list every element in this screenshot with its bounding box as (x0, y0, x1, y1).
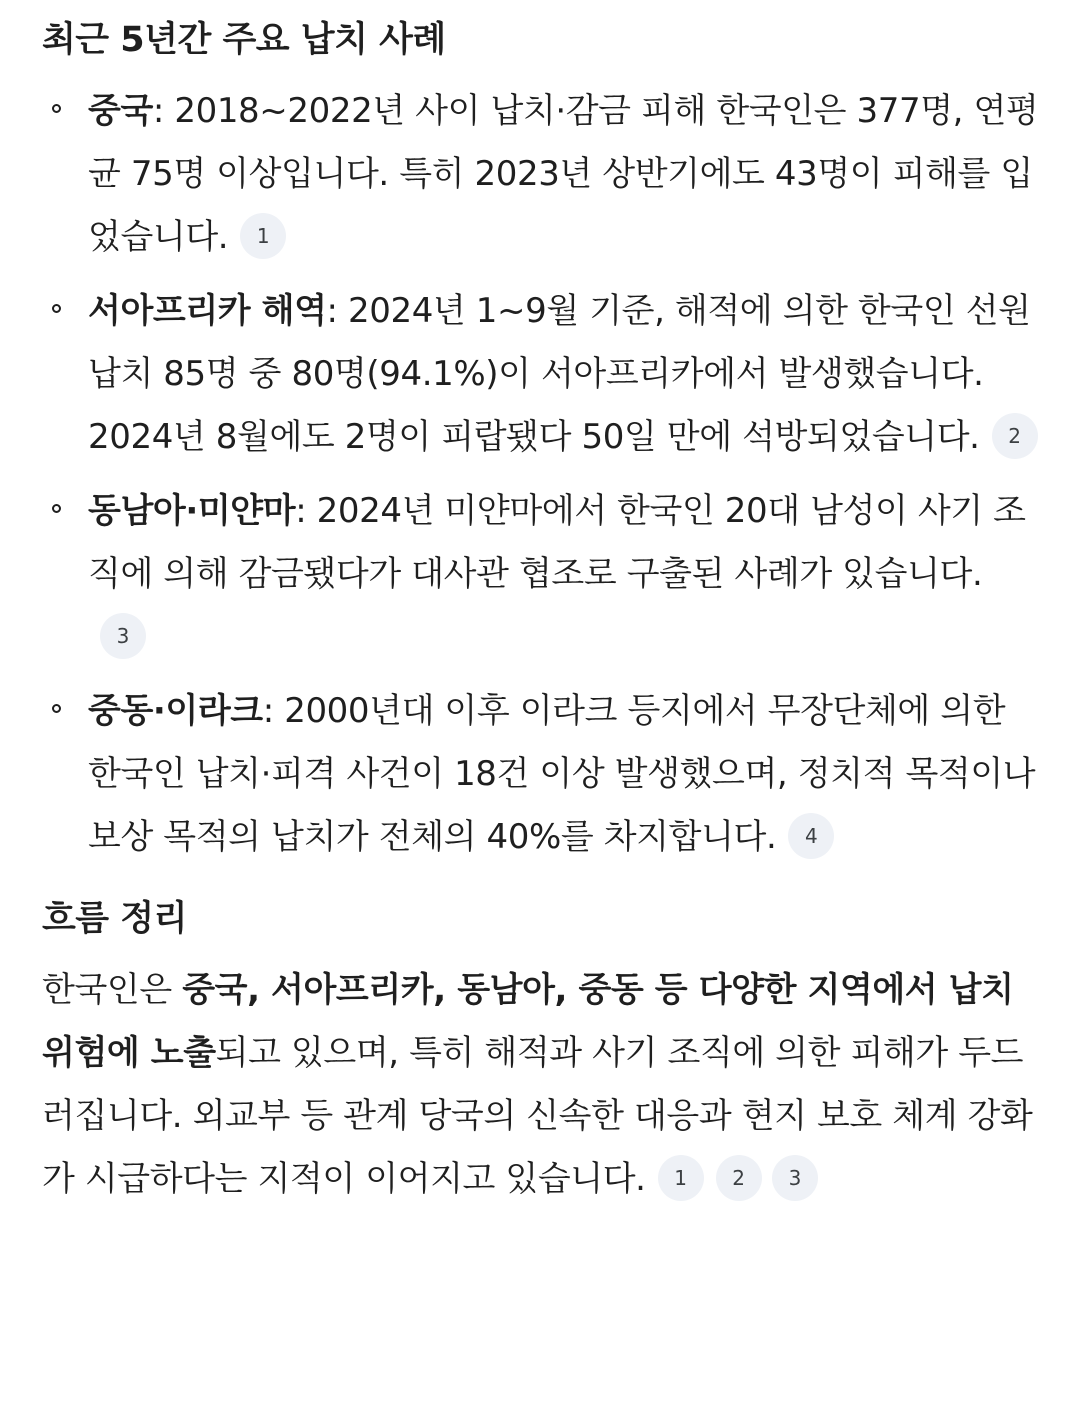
case-text: : 2024년 미얀마에서 한국인 20대 남성이 사기 조직에 의해 감금됐다가 대사관 협조로 구출된 사례가 있습니다. (88, 491, 1026, 594)
case-label: 중국 (88, 91, 153, 131)
bullet-circle-icon (52, 104, 61, 113)
case-item-middle-east (42, 680, 1039, 869)
bullet-circle-icon (52, 504, 61, 513)
summary-text-after: 되고 있으며, 특히 해적과 사기 조직에 의한 피해가 두드러집니다. 외교부 등 관계 당국의 신속한 대응과 현지 보호 체계 강화가 시급하다는 지적이 이어지고 있습니다. (42, 1033, 1033, 1199)
case-label: 동남아·미얀마 (88, 491, 296, 531)
citation-chip[interactable]: 2 (992, 413, 1038, 459)
case-text: : 2000년대 이후 이라크 등지에서 무장단체에 의한 한국인 납치·피격 사건이 18건 이상 발생했으며, 정치적 목적이나 보상 목적의 납치가 전체의 40%를 차지합니다. (88, 691, 1036, 857)
section-heading-summary: 흐름 정리 (42, 899, 187, 939)
case-label: 중동·이라크 (88, 691, 263, 731)
case-text: : 2024년 1~9월 기준, 해적에 의한 한국인 선원 납치 85명 중 80명(94.1%)이 서아프리카에서 발생했습니다. 2024년 8월에도 2명이 피랍됐다 50일 만에 석방되었습니다. (88, 291, 1031, 457)
bullet-circle-icon (52, 304, 61, 313)
case-text: : 2018~2022년 사이 납치·감금 피해 한국인은 377명, 연평균 75명 이상입니다. 특히 2023년 상반기에도 43명이 피해를 입었습니다. (88, 91, 1039, 257)
summary-bold-text: 중국, 서아프리카, 동남아, 중동 등 다양한 지역에서 납치 위험에 노출 (42, 970, 1014, 1073)
citation-chip[interactable]: 1 (658, 1155, 704, 1201)
summary-paragraph (42, 959, 1039, 1211)
citation-chip[interactable]: 3 (100, 613, 146, 659)
case-list (42, 80, 1039, 869)
case-item-china (42, 80, 1039, 269)
section-heading-recent-cases: 최근 5년간 주요 납치 사례 (42, 20, 446, 60)
citation-chip[interactable]: 1 (240, 213, 286, 259)
bullet-circle-icon (52, 704, 61, 713)
citation-chip[interactable]: 3 (772, 1155, 818, 1201)
case-item-west-africa (42, 280, 1039, 469)
citation-chip[interactable]: 2 (716, 1155, 762, 1201)
case-label: 서아프리카 해역 (88, 291, 327, 331)
citation-chip[interactable]: 4 (788, 813, 834, 859)
summary-text-before: 한국인은 (42, 970, 183, 1010)
case-item-southeast-asia (42, 480, 1039, 669)
